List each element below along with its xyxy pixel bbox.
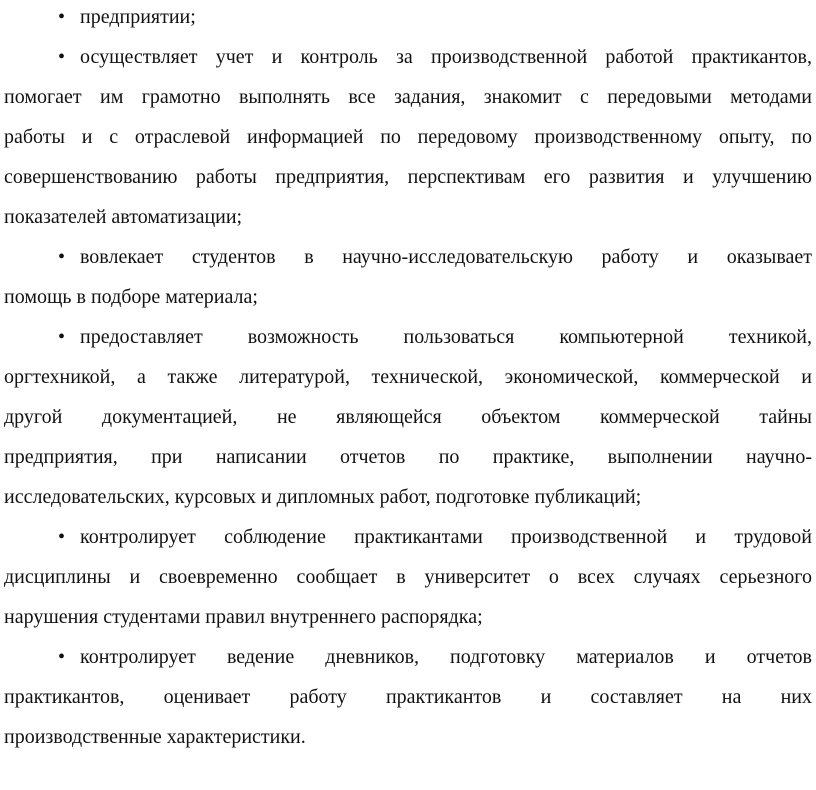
bullet-icon: • (58, 646, 66, 668)
bullet-icon: • (58, 326, 66, 348)
bullet-line (58, 522, 812, 552)
bullet-icon: • (58, 526, 66, 548)
paragraph-line: другой документацией, не являющейся объектом коммерческой тайны (4, 406, 812, 428)
paragraph-line: совершенствованию работы предприятия, перспективам его развития и улучшению (4, 166, 812, 188)
paragraph-line: помогает им грамотно выполнять все задания, знакомит с передовыми методами (4, 86, 812, 108)
paragraph-line: производственные характеристики. (4, 726, 306, 748)
paragraph-text: предоставляет возможность пользоваться компьютерной техникой, (80, 326, 812, 348)
paragraph-text: предприятии; (80, 6, 196, 28)
paragraph-line: предприятия, при написании отчетов по практике, выполнении научно- (4, 446, 812, 468)
bullet-line (58, 322, 812, 352)
paragraph-text: осуществляет учет и контроль за производственной работой практикантов, (80, 46, 812, 68)
paragraph-text: контролирует ведение дневников, подготовку материалов и отчетов (80, 646, 812, 668)
paragraph-line: практикантов, оценивает работу практикантов и составляет на них (4, 686, 812, 708)
bullet-icon: • (58, 246, 66, 268)
bullet-icon: • (58, 6, 66, 28)
paragraph-line: исследовательских, курсовых и дипломных работ, подготовке публикаций; (4, 486, 642, 508)
paragraph-line: работы и с отраслевой информацией по передовому производственному опыту, по (4, 126, 812, 148)
paragraph-line: оргтехникой, а также литературой, технической, экономической, коммерческой и (4, 366, 812, 388)
paragraph-line: показателей автоматизации; (4, 206, 243, 228)
paragraph-line: дисциплины и своевременно сообщает в университет о всех случаях серьезного (4, 566, 812, 588)
bullet-line (58, 2, 812, 32)
bullet-line (58, 42, 812, 72)
bullet-line (58, 242, 812, 272)
paragraph-text: вовлекает студентов в научно-исследовательскую работу и оказывает (80, 246, 812, 268)
paragraph-line: помощь в подборе материала; (4, 286, 258, 308)
bullet-icon: • (58, 46, 66, 68)
paragraph-line: нарушения студентами правил внутреннего распорядка; (4, 606, 483, 628)
paragraph-text: контролирует соблюдение практикантами производственной и трудовой (80, 526, 812, 548)
bullet-line (58, 642, 812, 672)
